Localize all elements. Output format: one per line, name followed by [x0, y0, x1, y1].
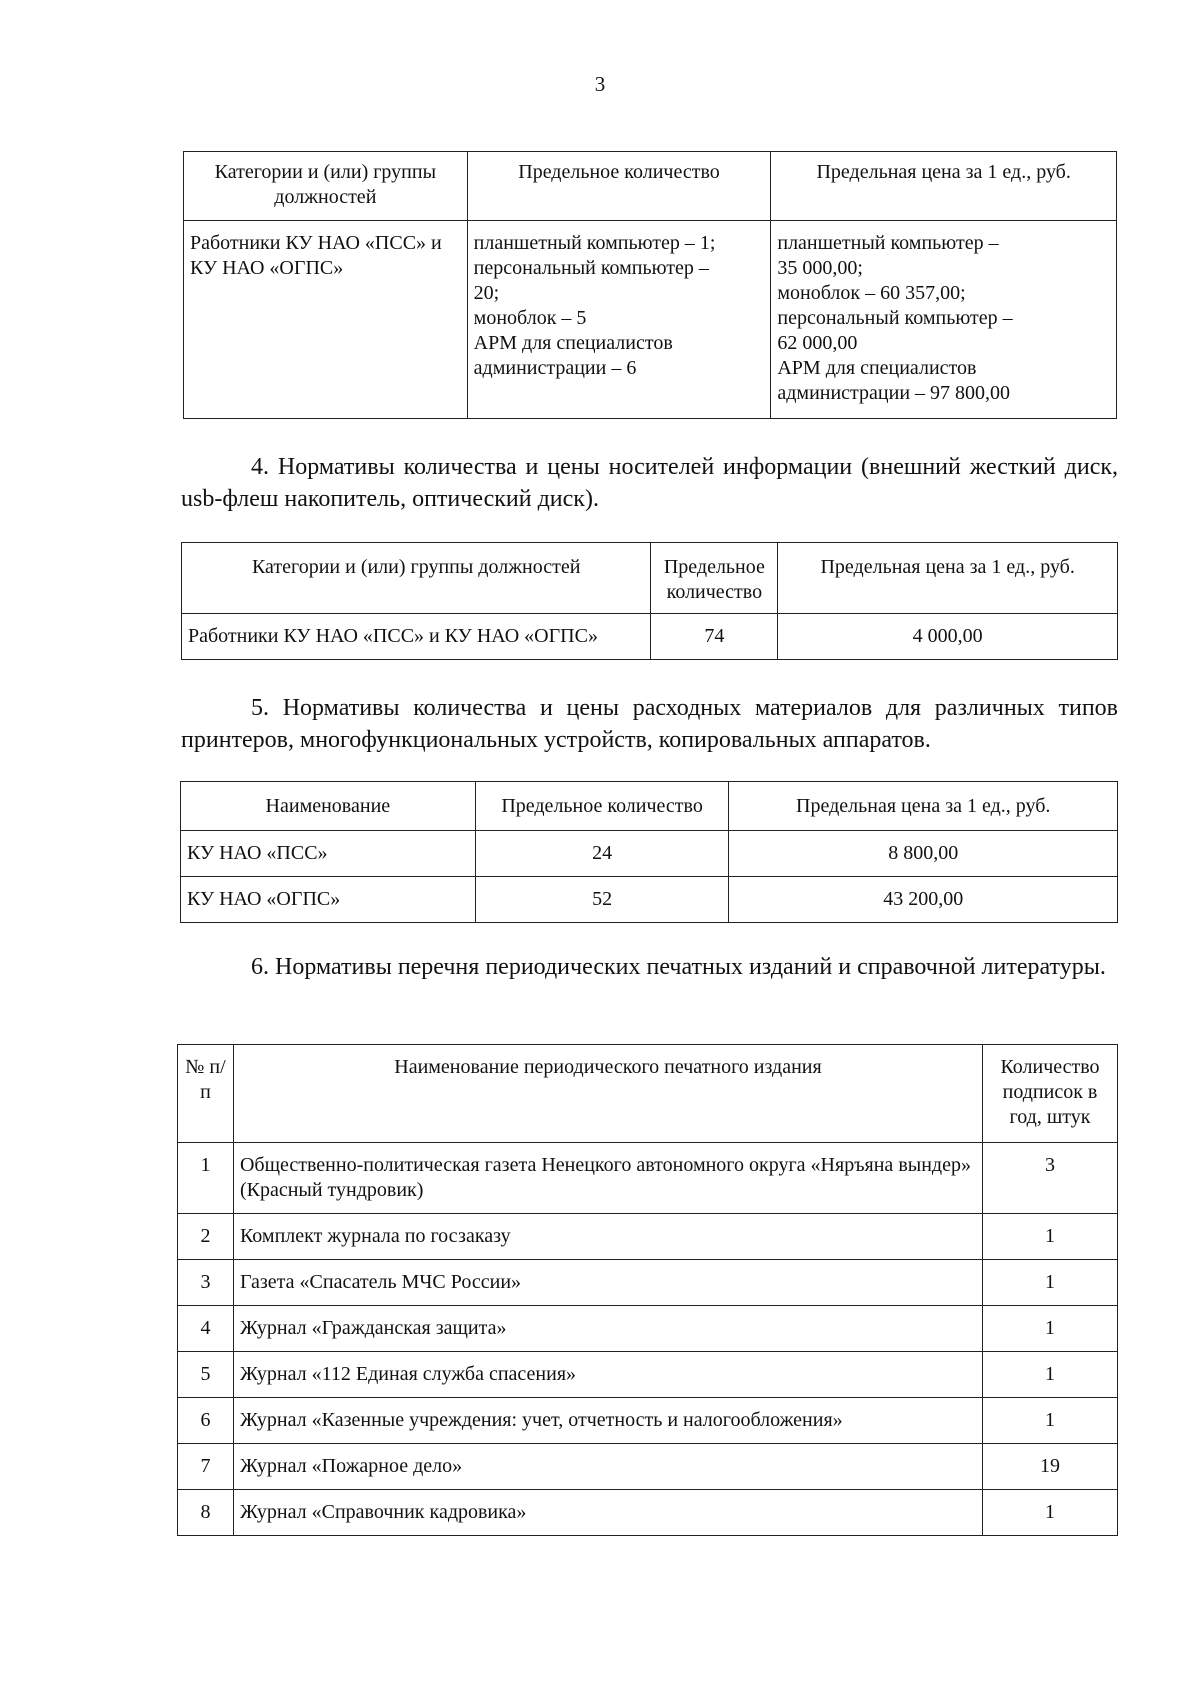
name-cell: Журнал «Пожарное дело» — [233, 1444, 982, 1490]
count-cell: 1 — [983, 1398, 1118, 1444]
table-row — [178, 1398, 1118, 1444]
name-cell: Журнал «Гражданская защита» — [233, 1306, 982, 1352]
table-header-row — [182, 543, 1118, 614]
table-row — [181, 877, 1118, 923]
table-row — [178, 1260, 1118, 1306]
price-line: 62 000,00 — [777, 332, 858, 354]
count-cell: 3 — [983, 1143, 1118, 1214]
table-row — [182, 614, 1118, 660]
number-cell: 7 — [178, 1444, 234, 1490]
table-row — [178, 1490, 1118, 1536]
name-cell: Журнал «Справочник кадровика» — [233, 1490, 982, 1536]
table-row — [178, 1306, 1118, 1352]
name-cell: Журнал «Казенные учреждения: учет, отчетность и налогообложения» — [233, 1398, 982, 1444]
number-cell: 3 — [178, 1260, 234, 1306]
category-cell: Работники КУ НАО «ПСС» и КУ НАО «ОГПС» — [184, 221, 468, 419]
number-cell: 5 — [178, 1352, 234, 1398]
section-6-paragraph — [181, 951, 1118, 983]
table-storage-media — [181, 542, 1118, 660]
column-header: Предельная цена за 1 ед., руб. — [771, 152, 1117, 221]
section-4-paragraph — [181, 451, 1118, 515]
table-row — [181, 831, 1118, 877]
price-cell: 4 000,00 — [778, 614, 1118, 660]
quantity-line: АРМ для специалистов — [473, 332, 673, 354]
table-row — [184, 221, 1117, 419]
count-cell: 1 — [983, 1352, 1118, 1398]
price-cell — [771, 221, 1117, 419]
section-5-paragraph — [181, 692, 1118, 756]
name-cell: Газета «Спасатель МЧС России» — [233, 1260, 982, 1306]
name-cell: КУ НАО «ОГПС» — [181, 877, 476, 923]
quantity-line: планшетный компьютер – 1; — [473, 232, 716, 254]
column-header: Предельное количество — [467, 152, 771, 221]
table-header-row — [181, 782, 1118, 831]
quantity-line: моноблок – 5 — [473, 307, 587, 329]
price-cell: 43 200,00 — [729, 877, 1118, 923]
price-line: АРМ для специалистов — [777, 357, 977, 379]
category-cell: Работники КУ НАО «ПСС» и КУ НАО «ОГПС» — [182, 614, 651, 660]
table-row — [178, 1352, 1118, 1398]
table-header-row — [184, 152, 1117, 221]
price-line: 35 000,00; — [777, 257, 863, 279]
quantity-line: администрации – 6 — [473, 357, 637, 379]
number-cell: 4 — [178, 1306, 234, 1352]
name-cell: КУ НАО «ПСС» — [181, 831, 476, 877]
section-5-text: 5. Нормативы количества и цены расходных материалов для различных типов принтеров, многофункциональных устройств, копировальных аппаратов. — [181, 695, 1118, 753]
table-row — [178, 1214, 1118, 1260]
table-header-row — [178, 1045, 1118, 1143]
section-6-text: 6. Нормативы перечня периодических печатных изданий и справочной литературы. — [251, 954, 1106, 980]
name-cell: Общественно-политическая газета Ненецкого автономного округа «Няръяна вындер» (Красный тундровик) — [233, 1143, 982, 1214]
name-cell: Комплект журнала по госзаказу — [233, 1214, 982, 1260]
number-cell: 2 — [178, 1214, 234, 1260]
price-line: персональный компьютер – — [777, 307, 1013, 329]
quantity-cell — [467, 221, 771, 419]
table-computers — [183, 151, 1117, 419]
column-header: Количество подписок в год, штук — [983, 1045, 1118, 1143]
price-line: моноблок – 60 357,00; — [777, 282, 966, 304]
column-header: Предельная цена за 1 ед., руб. — [778, 543, 1118, 614]
column-header: Наименование периодического печатного издания — [233, 1045, 982, 1143]
column-header: Наименование — [181, 782, 476, 831]
quantity-cell: 74 — [651, 614, 778, 660]
name-cell: Журнал «112 Единая служба спасения» — [233, 1352, 982, 1398]
column-header: Предельная цена за 1 ед., руб. — [729, 782, 1118, 831]
column-header: № п/п — [178, 1045, 234, 1143]
page-number: 3 — [594, 72, 606, 96]
section-4-text: 4. Нормативы количества и цены носителей информации (внешний жесткий диск, usb-флеш накопитель, оптический диск). — [181, 454, 1118, 512]
column-header: Категории и (или) группы должностей — [182, 543, 651, 614]
table-row — [178, 1143, 1118, 1214]
quantity-cell: 52 — [475, 877, 729, 923]
count-cell: 1 — [983, 1306, 1118, 1352]
count-cell: 19 — [983, 1444, 1118, 1490]
price-line: администрации – 97 800,00 — [777, 382, 1011, 404]
number-cell: 1 — [178, 1143, 234, 1214]
column-header: Категории и (или) группы должностей — [184, 152, 468, 221]
price-cell: 8 800,00 — [729, 831, 1118, 877]
quantity-line: 20; — [473, 282, 500, 304]
column-header: Предельное количество — [475, 782, 729, 831]
count-cell: 1 — [983, 1214, 1118, 1260]
quantity-cell: 24 — [475, 831, 729, 877]
table-periodicals — [177, 1044, 1118, 1536]
number-cell: 8 — [178, 1490, 234, 1536]
count-cell: 1 — [983, 1490, 1118, 1536]
table-consumables — [180, 781, 1118, 923]
count-cell: 1 — [983, 1260, 1118, 1306]
column-header: Предельное количество — [651, 543, 778, 614]
number-cell: 6 — [178, 1398, 234, 1444]
table-row — [178, 1444, 1118, 1490]
quantity-line: персональный компьютер – — [473, 257, 709, 279]
price-line: планшетный компьютер – — [777, 232, 999, 254]
